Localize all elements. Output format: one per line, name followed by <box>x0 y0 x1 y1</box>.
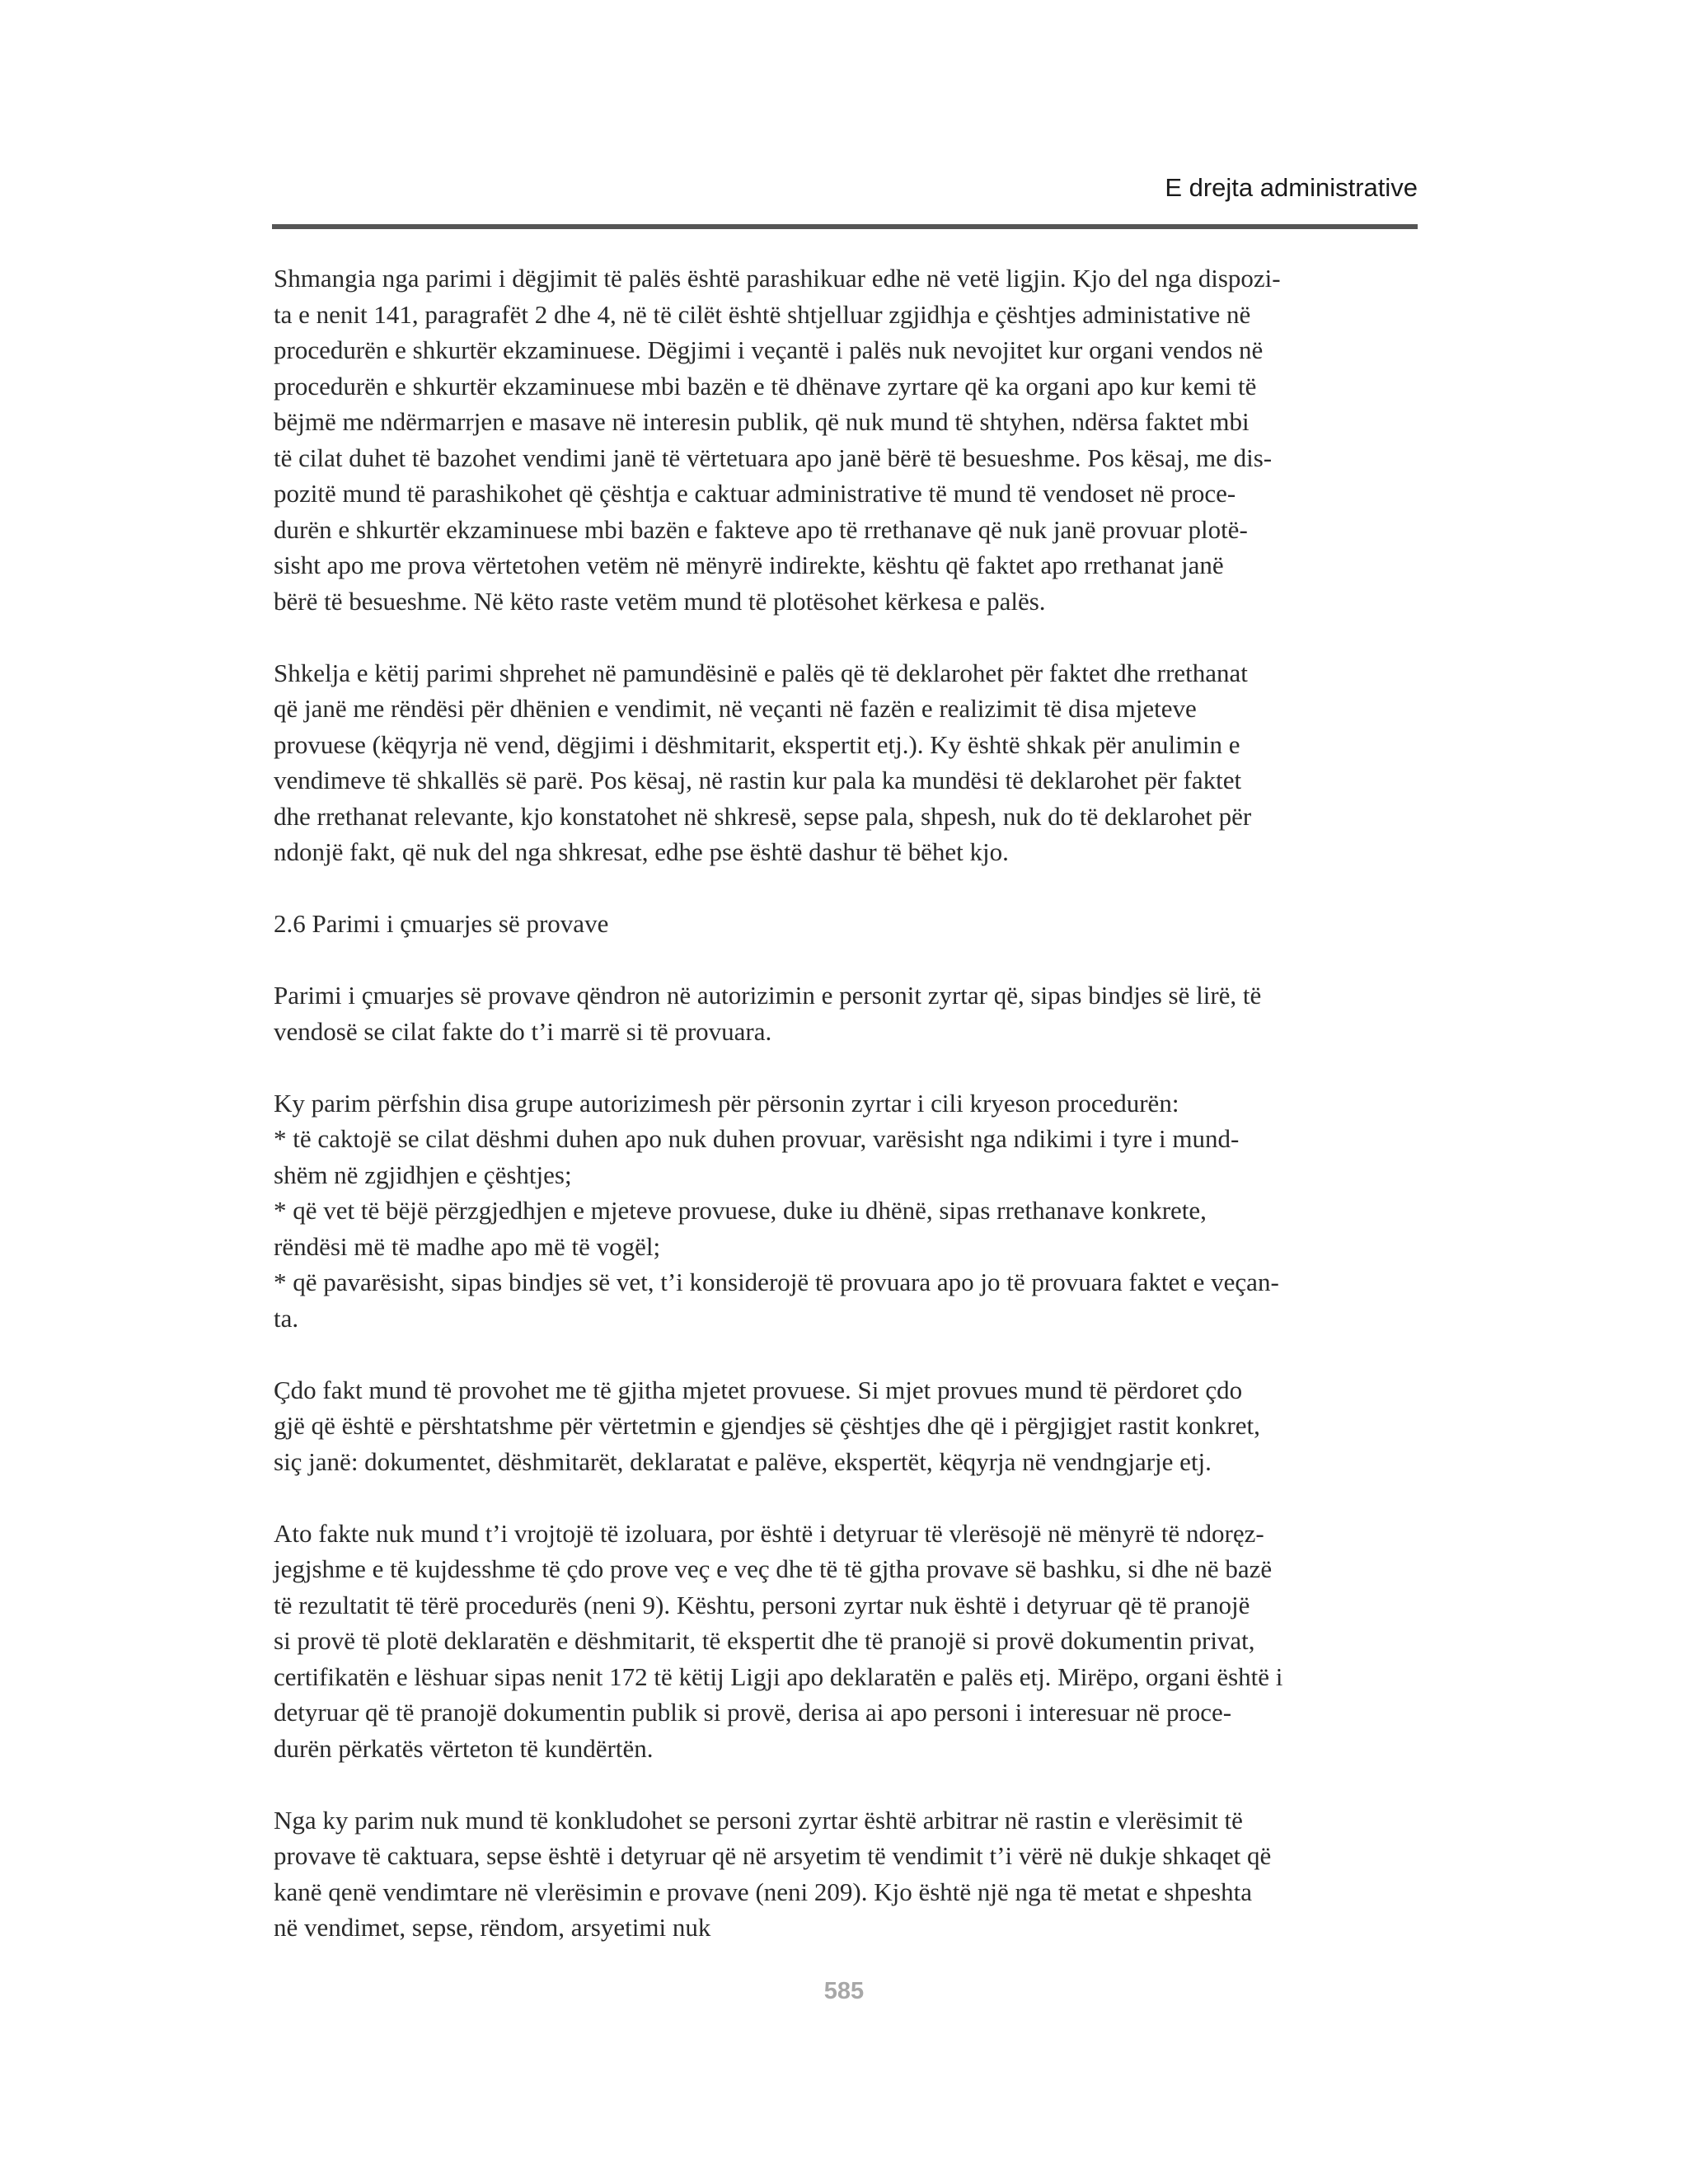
text-line: durën përkatës vërteton të kundërtën. <box>274 1733 654 1763</box>
text-line: sisht apo me prova vërtetohen vetëm në mënyrë indirekte, kështu që faktet apo rrethanat janë <box>274 551 1224 579</box>
text-line: rëndësi më të madhe apo më të vogël; <box>274 1231 661 1261</box>
text-line: provave të caktuara, sepse është i detyruar që në arsyetim të vendimit t’i vërë në dukje shkaqet që <box>274 1841 1272 1870</box>
text-line: Shmangia nga parimi i dëgjimit të palës është parashikuar edhe në vetë ligjin. Kjo del nga dispozi- <box>274 264 1281 293</box>
paragraph <box>274 260 1419 619</box>
text-line: gjë që është e përshtatshme për vërtetmin e gjendjes së çështjes dhe që i përgjigjet rastit konkret, <box>274 1411 1260 1440</box>
section-heading <box>274 906 1419 942</box>
page-body <box>274 260 1419 1946</box>
text-line: vendosë se cilat fakte do t’i marrë si të provuara. <box>274 1016 772 1046</box>
text-line: pozitë mund të parashikohet që çështja e caktuar administrative të mund të vendoset në proce- <box>274 479 1236 508</box>
text-line: të cilat duhet të bazohet vendimi janë të vërtetuara apo janë bërë të besueshme. Pos kësaj, me dis- <box>274 443 1273 472</box>
text-line: Parimi i çmuarjes së provave qëndron në autorizimin e personit zyrtar që, sipas bindjes së lirë, të <box>274 981 1262 1010</box>
text-line: që janë me rëndësi për dhënien e vendimit, në veçanti në fazën e realizimit të disa mjeteve <box>274 694 1197 723</box>
text-line: 2.6 Parimi i çmuarjes së provave <box>274 909 609 938</box>
text-line: dhe rrethanat relevante, kjo konstatohet në shkresë, sepse pala, shpesh, nuk do të deklarohet për <box>274 801 1252 831</box>
paragraph <box>274 1372 1419 1480</box>
header-divider <box>272 224 1418 229</box>
text-line: certifikatën e lëshuar sipas nenit 172 të këtij Ligji apo deklaratën e palës etj. Mirëpo, organi është i <box>274 1661 1283 1691</box>
text-line: kanë qenë vendimtare në vlerësimin e provave (neni 209). Kjo është një nga të metat e shpeshta <box>274 1877 1253 1906</box>
text-line: bëjmë me ndërmarrjen e masave në interesin publik, që nuk mund të shtyhen, ndërsa faktet mbi <box>274 407 1250 436</box>
text-line: Çdo fakt mund të provohet me të gjitha mjetet provuese. Si mjet provues mund të përdoret çdo <box>274 1375 1243 1404</box>
text-line: vendimeve të shkallës së parë. Pos kësaj, në rastin kur pala ka mundësi të deklarohet për faktet <box>274 766 1242 794</box>
text-line: * të caktojë se cilat dëshmi duhen apo nuk duhen provuar, varësisht nga ndikimi i tyre i mund- <box>274 1124 1240 1153</box>
text-line: shëm në zgjidhjen e çështjes; <box>274 1160 572 1189</box>
paragraph <box>274 1085 1419 1337</box>
text-line: në vendimet, sepse, rëndom, arsyetimi nuk <box>274 1913 711 1942</box>
text-line: ta e nenit 141, paragrafët 2 dhe 4, në të cilët është shtjelluar zgjidhja e çështjes administative në <box>274 299 1251 329</box>
text-line: Ato fakte nuk mund t’i vrojtojë të izoluara, por është i detyruar të vlerësojë në mënyrë të ndoręz- <box>274 1518 1264 1548</box>
text-line: Shkelja e këtij parimi shprehet në pamundësinë e palës që të deklarohet për faktet dhe rrethanat <box>274 658 1248 687</box>
text-line: procedurën e shkurtër ekzaminuese mbi bazën e të dhënave zyrtare që ka organi apo kur kemi të <box>274 371 1257 401</box>
paragraph <box>274 655 1419 870</box>
text-line: durën e shkurtër ekzaminuese mbi bazën e fakteve apo të rrethanave që nuk janë provuar plotë- <box>274 514 1248 544</box>
text-line: të rezultatit të tërë procedurës (neni 9). Kështu, personi zyrtar nuk është i detyruar që të pranojë <box>274 1590 1250 1619</box>
text-line: * që vet të bëjë përzgjedhjen e mjeteve provuese, duke iu dhënë, sipas rrethanave konkrete, <box>274 1196 1207 1225</box>
text-line: * që pavarësisht, sipas bindjes së vet, t’i konsiderojë të provuara apo jo të provuara faktet e veçan- <box>274 1268 1279 1296</box>
text-line: ta. <box>274 1303 299 1333</box>
text-line: si provë të plotë deklaratën e dëshmitarit, të ekspertit dhe të pranojë si provë dokumentin privat, <box>274 1626 1255 1655</box>
paragraph <box>274 1802 1419 1946</box>
paragraph <box>274 1516 1419 1767</box>
text-line: Ky parim përfshin disa grupe autorizimesh për përsonin zyrtar i cili kryeson procedurën: <box>274 1088 1179 1118</box>
paragraph <box>274 977 1419 1049</box>
running-header-title: E drejta administrative <box>1165 173 1418 202</box>
text-line: jegjshme e të kujdesshme të çdo prove veç e veç dhe të të gjtha provave së bashku, si dhe në bazë <box>274 1554 1273 1583</box>
text-line: ndonjë fakt, që nuk del nga shkresat, edhe pse është dashur të bëhet kjo. <box>274 837 1009 866</box>
text-line: Nga ky parim nuk mund të konkludohet se personi zyrtar është arbitrar në rastin e vlerësimit të <box>274 1805 1243 1835</box>
text-line: siç janë: dokumentet, dëshmitarët, deklaratat e palëve, ekspertët, këqyrja në vendngjarje etj. <box>274 1446 1212 1476</box>
text-line: bërë të besueshme. Në këto raste vetëm mund të plotësohet kërkesa e palës. <box>274 586 1046 616</box>
page-number: 585 <box>823 1978 865 2004</box>
text-line: provuese (këqyrja në vend, dëgjimi i dëshmitarit, ekspertit etj.). Ky është shkak për anulimin e <box>274 729 1240 759</box>
text-line: procedurën e shkurtër ekzaminuese. Dëgjimi i veçantë i palës nuk nevojitet kur organi vendos në <box>274 335 1264 364</box>
text-line: detyruar që të pranojë dokumentin publik si provë, derisa ai apo personi i interesuar në proce- <box>274 1698 1232 1727</box>
